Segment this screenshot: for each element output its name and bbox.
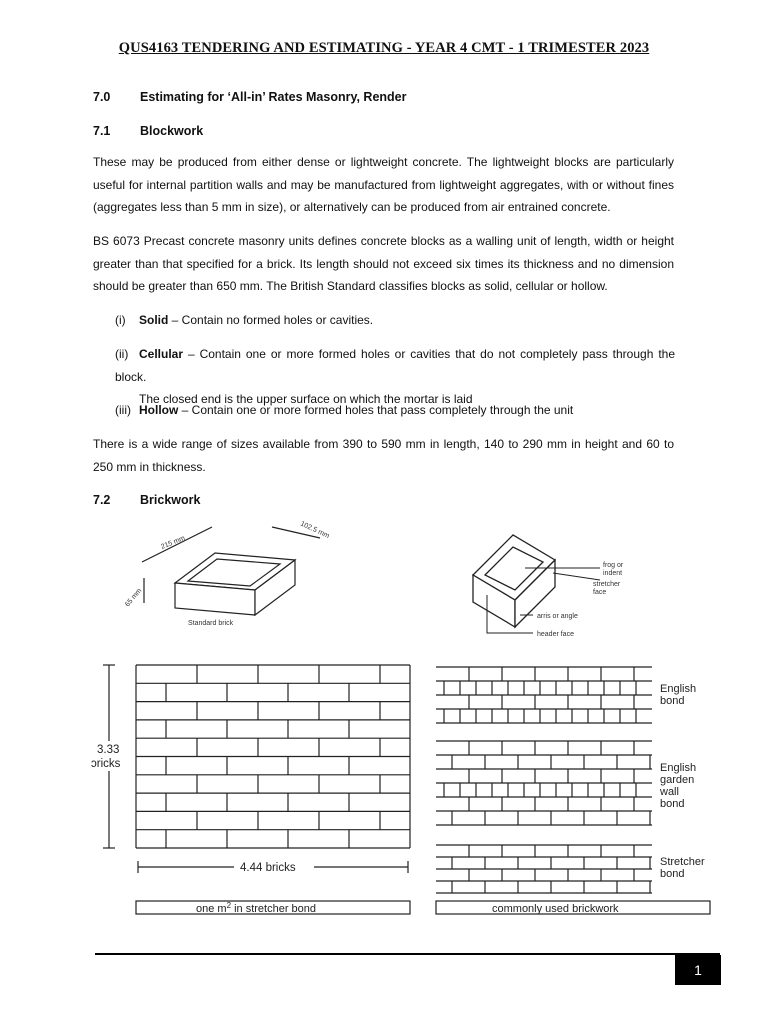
section-number: 7.2 — [93, 493, 111, 507]
stretcher-panel-caption — [196, 901, 316, 915]
garden-bond-label: wall — [660, 786, 679, 798]
caption-text: one m — [196, 903, 227, 915]
brick-width-label: 102.5 mm — [299, 520, 331, 540]
caption-text: in stretcher bond — [231, 903, 317, 915]
stretcher-bond-label: bond — [660, 868, 685, 880]
list-term: Hollow — [139, 403, 179, 417]
section-7-0-heading — [93, 90, 407, 104]
stretcher-pointer — [553, 573, 600, 580]
bond-walls — [436, 667, 652, 893]
stretcher-face-label: face — [593, 589, 607, 596]
list-item-hollow — [115, 399, 675, 422]
section-number: 7.1 — [93, 124, 111, 138]
brick-bonds-figure — [430, 655, 725, 920]
list-text: – Contain one or more formed holes or cavities that do not completely pass through the block. — [115, 347, 675, 384]
stretcher-bond-wall — [136, 665, 410, 848]
list-marker: (iii) — [115, 403, 131, 417]
garden-bond-label: bond — [660, 798, 685, 810]
blockwork-paragraph-3: There is a wide range of sizes available from 390 to 590 mm in length, 140 to 290 mm in height and 60 to 250 mm in thickness. — [93, 437, 674, 474]
section-7-2-heading — [93, 493, 200, 507]
section-number: 7.0 — [93, 90, 111, 104]
garden-bond-label: garden — [660, 774, 695, 786]
list-text: – Contain one or more formed holes that pass completely through the unit — [178, 403, 574, 417]
brick-length-label: 215 mm — [160, 534, 187, 551]
stretcher-label: stretcher — [593, 581, 621, 588]
indent-label: indent — [603, 570, 623, 577]
section-title: Estimating for ‘All-in’ Rates Masonry, Render — [140, 90, 407, 104]
blockwork-paragraph-2: BS 6073 Precast concrete masonry units defines concrete blocks as a walling unit of length, width or height greater than that specified for a brick. Its length should not exceed six times its thickness and no dimension should be greater than 650 mm. The British Standard classifies blocks as solid, cellular or hollow. — [93, 234, 674, 293]
english-bond-label: English — [660, 683, 697, 695]
page-number: 1 — [675, 955, 721, 985]
header-face-label: header face — [537, 631, 574, 638]
width-label: 4.44 bricks — [240, 862, 296, 874]
bonds-caption: commonly used brickwork — [492, 903, 619, 915]
standard-brick-figure — [120, 515, 345, 630]
caption-superscript: 2 — [226, 901, 232, 910]
footer-rule — [95, 953, 720, 955]
list-text-continuation: The closed end is the upper surface on which the mortar is laid — [139, 392, 473, 406]
document-header: QUS4163 TENDERING AND ESTIMATING - YEAR 4 CMT - 1 TRIMESTER 2023 — [118, 40, 650, 56]
height-value-label: 3.33 — [97, 744, 120, 756]
arris-label: arris or angle — [537, 613, 578, 620]
stretcher-bond-panel-figure — [88, 655, 418, 920]
blockwork-paragraph-1: These may be produced from either dense or lightweight concrete. The lightweight blocks are particularly useful for internal partition walls and may be manufactured from lightweight aggregates, with or without fines (aggregates less than 5 mm in size), or alternatively can be produced from air entrained concrete. — [93, 155, 674, 214]
list-text: – Contain no formed holes or cavities. — [168, 313, 374, 327]
section-title: Blockwork — [140, 124, 204, 138]
english-bond-label: bond — [660, 695, 685, 707]
list-marker: (ii) — [115, 347, 129, 361]
brick-height-label: 65 mm — [124, 587, 144, 609]
list-term: Cellular — [139, 347, 184, 361]
height-unit-label: ɔricks — [91, 758, 121, 770]
section-title: Brickwork — [140, 493, 201, 507]
garden-bond-label: English — [660, 762, 697, 774]
list-marker: (i) — [115, 313, 126, 327]
frog-label: frog or — [603, 562, 624, 569]
list-term: Solid — [139, 313, 169, 327]
section-7-1-heading — [93, 124, 203, 138]
brick-parts-figure — [465, 515, 665, 645]
standard-brick-caption: Standard brick — [188, 620, 234, 627]
stretcher-bond-label: Stretcher — [660, 856, 705, 868]
list-item-solid — [115, 309, 675, 332]
